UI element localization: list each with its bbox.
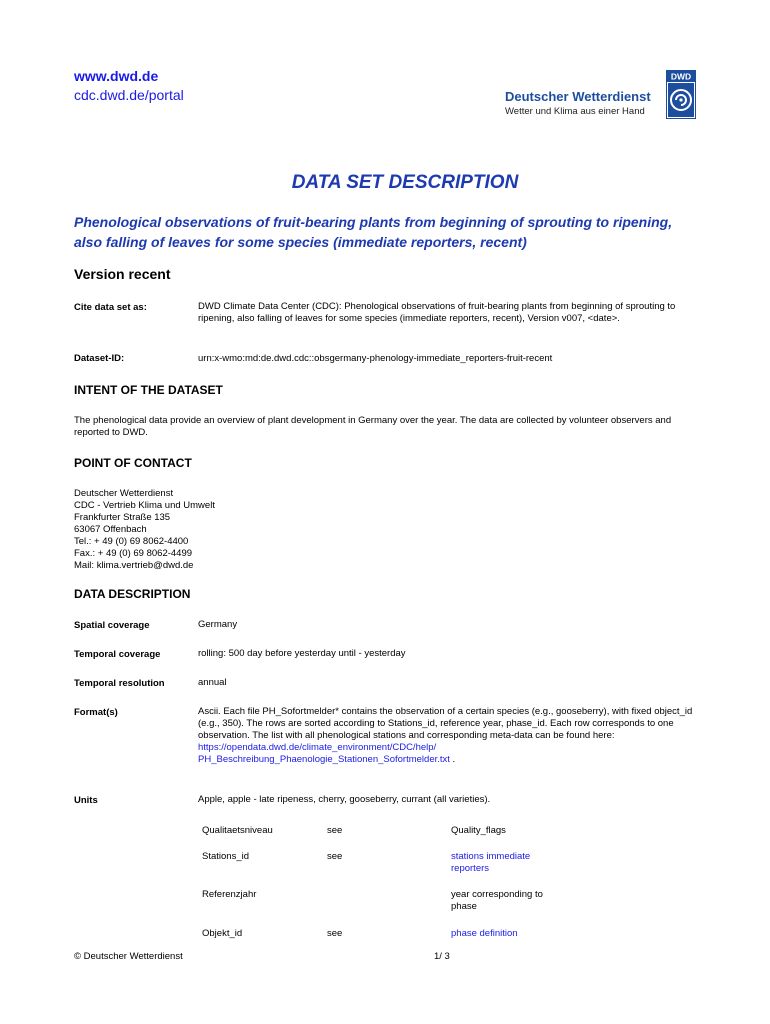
- field-description: [451, 889, 581, 913]
- formats-label: Format(s): [74, 707, 118, 718]
- field-description: Quality_flags: [451, 825, 506, 836]
- temporal-resolution-value: annual: [198, 677, 227, 688]
- intent-text: The phenological data provide an overview of plant development in Germany over the year. The data are collected by volunteer observers and reported to DWD.: [74, 415, 672, 438]
- field-see: see: [327, 928, 343, 939]
- contact-line: Frankfurter Straße 135: [74, 512, 171, 523]
- temporal-coverage-value: rolling: 500 day before yesterday until - yesterday: [198, 648, 406, 659]
- stations-link-line1[interactable]: stations immediate: [451, 851, 531, 862]
- stations-link[interactable]: [451, 851, 581, 875]
- formats-suffix: .: [449, 754, 456, 765]
- field-see: see: [327, 851, 343, 862]
- cite-label: Cite data set as:: [74, 302, 147, 313]
- phase-definition-link[interactable]: phase definition: [451, 928, 518, 939]
- dwd-logo: [666, 70, 696, 119]
- contact-address: [74, 488, 694, 572]
- dataset-id-label: Dataset-ID:: [74, 353, 125, 364]
- stations-metadata-link-file[interactable]: PH_Beschreibung_Phaenologie_Stationen_Sofortmelder.txt: [198, 754, 450, 765]
- stations-link-line2[interactable]: reporters: [451, 863, 490, 874]
- temporal-coverage-label: Temporal coverage: [74, 649, 161, 660]
- spatial-coverage-value: Germany: [198, 619, 238, 630]
- data-description-heading: DATA DESCRIPTION: [74, 587, 191, 601]
- version-heading: Version recent: [74, 266, 171, 282]
- dataset-id-value: urn:x-wmo:md:de.dwd.cdc::obsgermany-phenology-immediate_reporters-fruit-recent: [198, 353, 553, 364]
- cite-value: DWD Climate Data Center (CDC): Phenological observations of fruit-bearing plants from beginning of sprouting to ripening, also falling of leaves for some species (immediate reporters, recent), Version v007, <date>.: [198, 301, 676, 324]
- units-label: Units: [74, 795, 98, 806]
- document-title: DATA SET DESCRIPTION: [291, 172, 519, 193]
- description-line1: year corresponding to: [451, 889, 543, 900]
- contact-line: 63067 Offenbach: [74, 524, 147, 535]
- footer-copyright: © Deutscher Wetterdienst: [74, 951, 183, 962]
- formats-text: Ascii. Each file PH_Sofortmelder* contains the observation of a certain species (e.g., gooseberry), with fixed object_id (e.g., 350). The rows are sorted according to Stations_id, reference year, phase_id. Each row corresponds to one observation. The list with all phenological stations and corresponding meta-data can be found here:: [198, 706, 693, 741]
- contact-line: CDC - Vertrieb Klima und Umwelt: [74, 500, 215, 511]
- field-name: Qualitaetsniveau: [202, 825, 273, 836]
- logo-text: DWD: [670, 71, 692, 82]
- units-value: Apple, apple - late ripeness, cherry, gooseberry, currant (all varieties).: [198, 794, 491, 805]
- contact-line: Tel.: + 49 (0) 69 8062-4400: [74, 536, 189, 547]
- field-see: see: [327, 825, 343, 836]
- contact-line: Deutscher Wetterdienst: [74, 488, 174, 499]
- field-name: Stations_id: [202, 851, 250, 862]
- document-subtitle: Phenological observations of fruit-bearing plants from beginning of sprouting to ripening, also falling of leaves for some species (immediate reporters, recent): [74, 214, 673, 250]
- contact-heading: POINT OF CONTACT: [74, 456, 192, 470]
- dwd-website-link[interactable]: www.dwd.de: [74, 68, 159, 84]
- brand-tagline: Wetter und Klima aus einer Hand: [505, 106, 645, 117]
- stations-metadata-link[interactable]: https://opendata.dwd.de/climate_environment/CDC/help/: [198, 742, 437, 753]
- page-number: 1/ 3: [434, 951, 450, 962]
- field-name: Referenzjahr: [202, 889, 257, 900]
- intent-heading: INTENT OF THE DATASET: [74, 383, 223, 397]
- temporal-resolution-label: Temporal resolution: [74, 678, 165, 689]
- formats-value: [198, 706, 698, 766]
- spatial-coverage-label: Spatial coverage: [74, 620, 150, 631]
- contact-email[interactable]: Mail: klima.vertrieb@dwd.de: [74, 560, 194, 571]
- description-line2: phase: [451, 901, 477, 912]
- cdc-portal-link[interactable]: cdc.dwd.de/portal: [74, 87, 184, 103]
- field-name: Objekt_id: [202, 928, 243, 939]
- brand-name: Deutscher Wetterdienst: [505, 89, 651, 104]
- contact-line: Fax.: + 49 (0) 69 8062-4499: [74, 548, 193, 559]
